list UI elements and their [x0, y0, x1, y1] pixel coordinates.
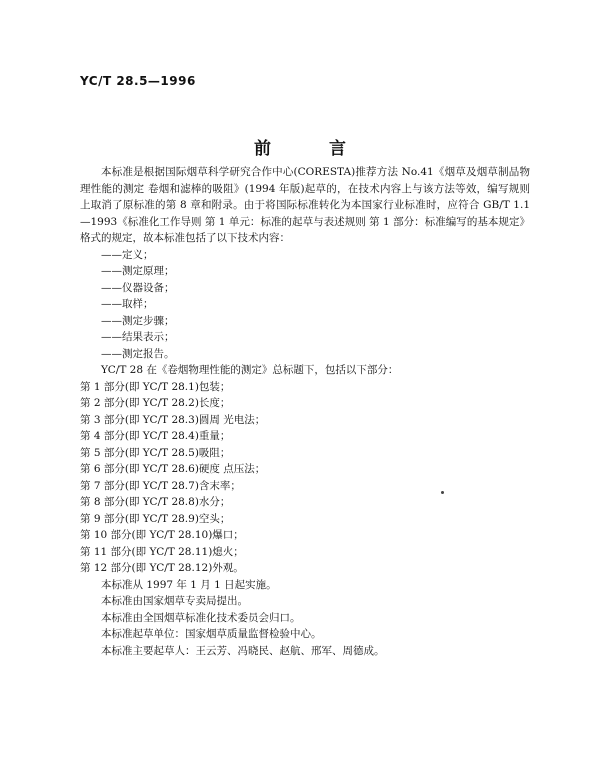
part-item: 第 6 部分(即 YC/T 28.6)硬度 点压法； [80, 463, 266, 475]
scan-speck [441, 491, 444, 494]
list-item: ——测定步骤； [101, 314, 175, 327]
part-item: 第 2 部分(即 YC/T 28.2)长度； [80, 397, 231, 409]
part-item: 第 11 部分(即 YC/T 28.11)熄火； [80, 545, 244, 558]
statement-line: 本标准主要起草人：王云芳、冯晓民、赵航、邢军、周德成。 [101, 644, 385, 657]
list-item: ——取样； [101, 298, 154, 310]
statement-line: 本标准由国家烟草专卖局提出。 [101, 595, 248, 607]
document-body [80, 164, 530, 659]
list-item: ——测定报告。 [101, 347, 175, 360]
part-item: 第 9 部分(即 YC/T 28.9)空头； [80, 512, 231, 525]
page-title: 前 言 [254, 139, 372, 159]
part-item: 第 10 部分(即 YC/T 28.10)爆口； [80, 529, 244, 541]
list-item: ——结果表示； [101, 331, 175, 343]
series-intro: YC/T 28 在《卷烟物理性能的测定》总标题下，包括以下部分： [101, 364, 399, 376]
intro-paragraph: 本标准是根据国际烟草科学研究合作中心(CORESTA)推荐方法 No.41《烟草及烟草制品物理性能的测定 卷烟和滤棒的吸阻》(1994 年版)起草的，在技术内容上与该方法等效，编写规则上取消了原标准的第 8 章和附录。由于将国际标准转化为本国家行业标准时，应符合 GB/T 1.1—1993《标准化工作导则 第 1 单元：标准的起草与表述规则 第 1 部分：标准编写的基本规定》格式的规定，故本标准包括了以下技术内容： [80, 166, 530, 244]
part-item: 第 5 部分(即 YC/T 28.5)吸阻； [80, 446, 231, 459]
parts-list [80, 379, 530, 577]
part-item: 第 3 部分(即 YC/T 28.3)圆周 光电法； [80, 413, 266, 426]
document-code: YC/T 28.5—1996 [80, 74, 196, 88]
statement-line: 本标准由全国烟草标准化技术委员会归口。 [101, 611, 301, 624]
technical-content-list [80, 247, 530, 363]
list-item: ——测定原理； [101, 265, 175, 277]
part-item: 第 4 部分(即 YC/T 28.4)重量； [80, 430, 231, 442]
statement-line: 本标准从 1997 年 1 月 1 日起实施。 [101, 578, 277, 591]
part-item: 第 7 部分(即 YC/T 28.7)含末率； [80, 479, 241, 492]
part-item: 第 8 部分(即 YC/T 28.8)水分； [80, 496, 231, 508]
list-item: ——仪器设备； [101, 281, 175, 294]
list-item: ——定义； [101, 248, 154, 261]
part-item: 第 1 部分(即 YC/T 28.1)包装； [80, 380, 231, 393]
statement-line: 本标准起草单位：国家烟草质量监督检验中心。 [101, 628, 322, 640]
closing-statements [80, 577, 530, 660]
part-item: 第 12 部分(即 YC/T 28.12)外观。 [80, 562, 244, 574]
